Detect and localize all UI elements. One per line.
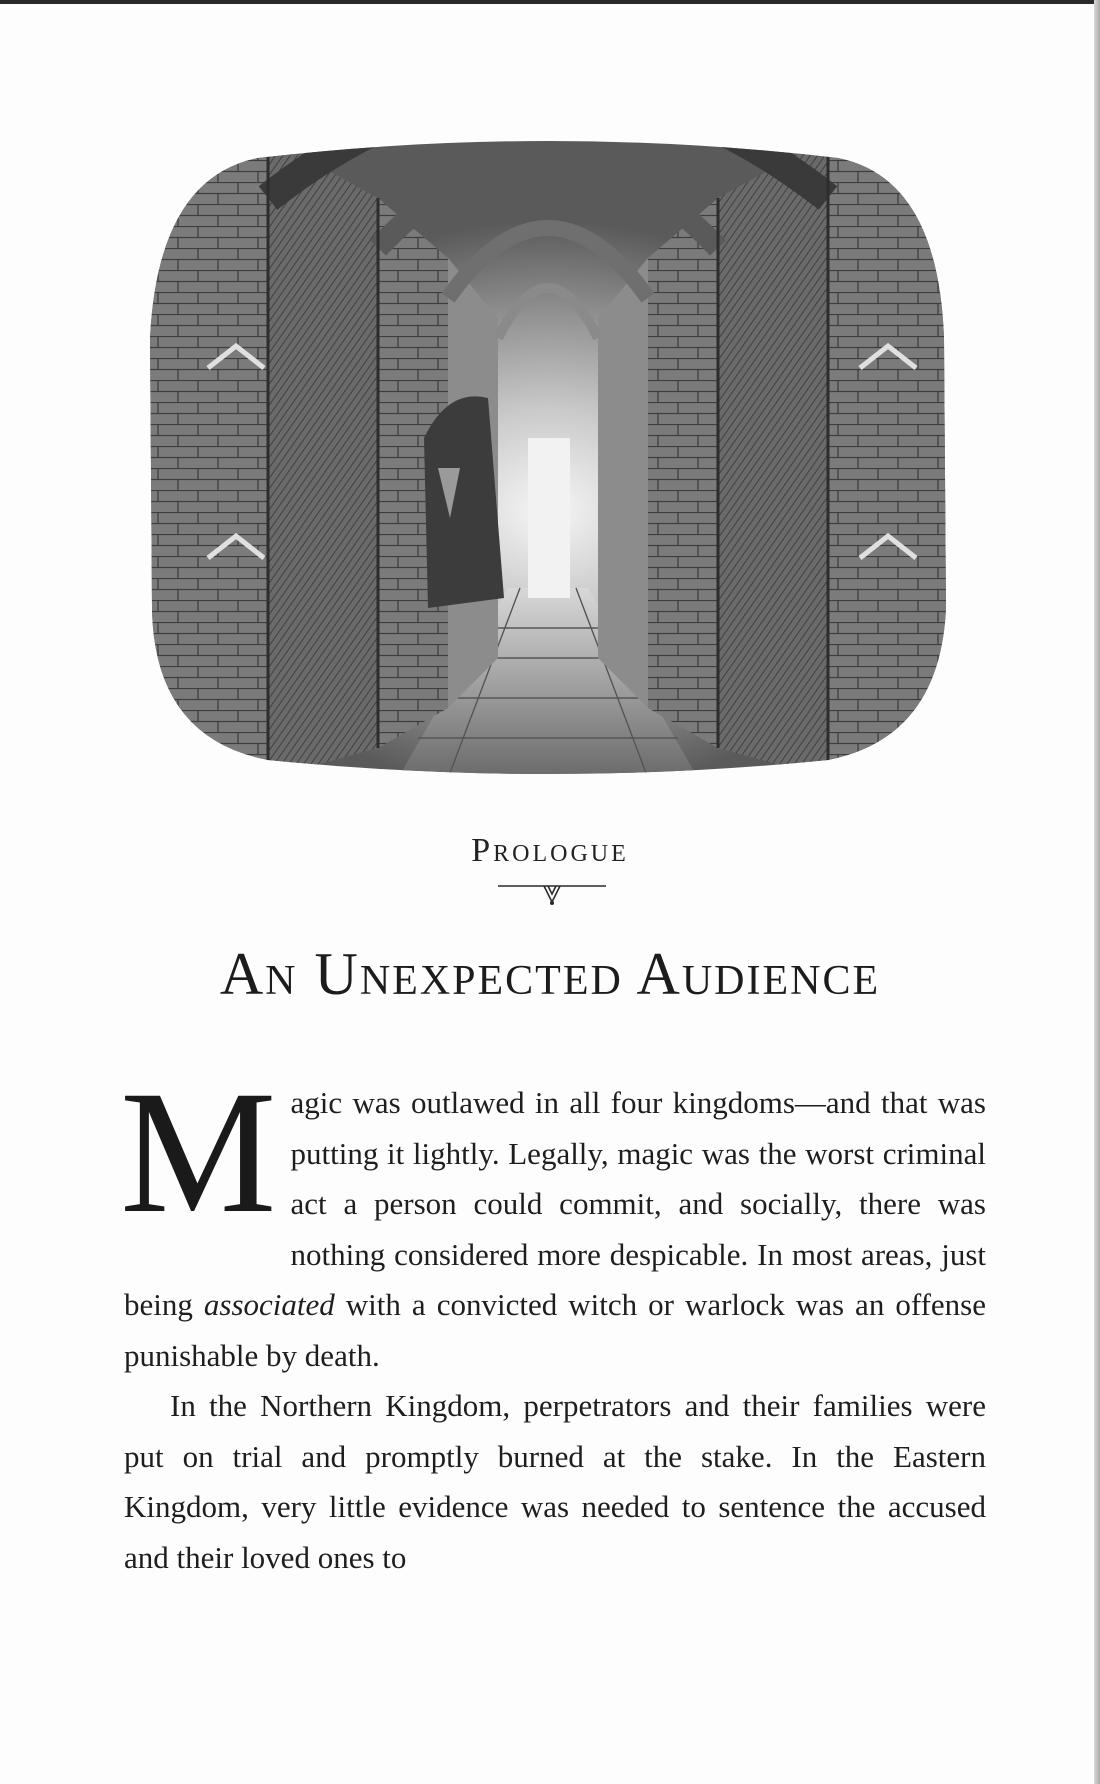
paragraph-2: In the Northern Kingdom, perpetrators and their families were put on trial and promptly burned at the stake. In the Eastern Kingdom, very little evidence was needed to sentence the accused and their loved ones to <box>124 1388 986 1575</box>
page-top-edge <box>0 0 1100 4</box>
paragraph-1 <box>120 1055 987 1381</box>
fleuron-divider-icon <box>496 880 608 906</box>
page-right-edge <box>1094 0 1100 1784</box>
chapter-title: An Unexpected Audience <box>219 941 881 1007</box>
chapter-label: Prologue <box>471 832 629 869</box>
paragraph-1-text-end: with a convicted witch or warlock was an offense punishable by death. <box>124 1287 987 1373</box>
drop-cap: M <box>120 1055 277 1250</box>
paragraph-1-text-start: agic was outlawed in all four kingdoms—and that was putting it lightly. Legally, magic was the worst criminal act a person could commit, and socially, there was nothing considered more despicable. In most areas, just being <box>124 1085 986 1322</box>
emphasis-associated: associated <box>203 1287 335 1322</box>
gothic-corridor-illustration <box>148 138 948 778</box>
body-text <box>120 1055 987 1583</box>
